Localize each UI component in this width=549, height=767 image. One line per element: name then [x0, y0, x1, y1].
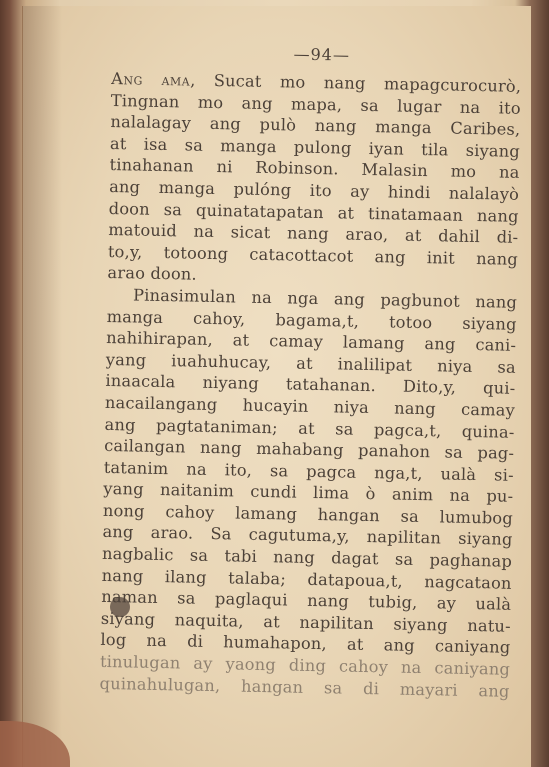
text-line: naman sa paglaqui nang tubig, ay ualà — [101, 587, 512, 615]
text-line: nahihirapan, at camay lamang ang cani- — [106, 328, 517, 355]
text-line: quinahulugan, hangan sa di mayari ang — [99, 673, 510, 701]
text-line: nagbalic sa tabi nang dagat sa paghanap — [101, 543, 513, 571]
text-line: matouid na sicat nang arao, at dahil di- — [108, 220, 519, 247]
spine-shadow — [22, 6, 62, 767]
text-line: inaacala niyang tatahanan. Dito,y, qui- — [105, 371, 516, 399]
text-line: Pinasimulan na nga ang pagbunot nang — [132, 285, 518, 312]
text-line: yang iuahuhucay, at inalilipat niya sa — [105, 349, 516, 377]
page-text-block — [99, 40, 521, 702]
text-line: arao doon. — [107, 263, 198, 285]
text-line: nalalagay ang pulò nang manga Caribes, — [110, 112, 521, 140]
text-line: tinulugan ay yaong ding cahoy na caniyang — [99, 651, 511, 679]
text-line: at isa sa manga pulong iyan tila siyang — [109, 133, 521, 161]
text-line: Tingnan mo ang mapa, sa lugar na ito — [110, 90, 521, 118]
text-line: doon sa quinatatapatan at tinatamaan nang — [108, 198, 519, 226]
text-line: ang manga pulóng ito ay hindi nalalayò — [109, 176, 520, 204]
text-line: tatanim na ito, sa pagca nga,t, ualà si- — [103, 457, 514, 485]
text-line: yang naitanim cundi lima ò anim na pu- — [103, 479, 514, 507]
text-line: ang arao. Sa cagutuma,y, napilitan siyang — [102, 522, 513, 550]
paragraph-1 — [107, 68, 521, 292]
text-line: nong cahoy lamang hangan sa lumubog — [102, 500, 514, 528]
text-line: nacailangang hucayin niya nang camay — [104, 392, 516, 420]
text-line: siyang naquita, at napilitan siyang natu- — [100, 608, 512, 636]
paragraph-2 — [99, 284, 517, 702]
text-line: to,y, totoong catacottacot ang init nang — [107, 241, 519, 269]
text-line: Ang ama, Sucat mo nang mapagcurocurò, — [111, 68, 522, 96]
text-line: ang pagtataniman; at sa pagca,t, quina- — [104, 414, 515, 442]
speaker-heading: Ang ama, — [111, 68, 197, 90]
text-line: tinahanan ni Robinson. Malasin mo na — [109, 155, 520, 183]
text-line: cailangan nang mahabang panahon sa pag- — [104, 436, 515, 463]
text-line: nang ilang talaba; datapoua,t, nagcataon — [101, 565, 512, 593]
text-line: manga cahoy, bagama,t, totoo siyang — [106, 306, 517, 334]
page-number: —94— — [293, 44, 351, 65]
text-line: log na di humahapon, at ang caniyang — [100, 630, 511, 658]
